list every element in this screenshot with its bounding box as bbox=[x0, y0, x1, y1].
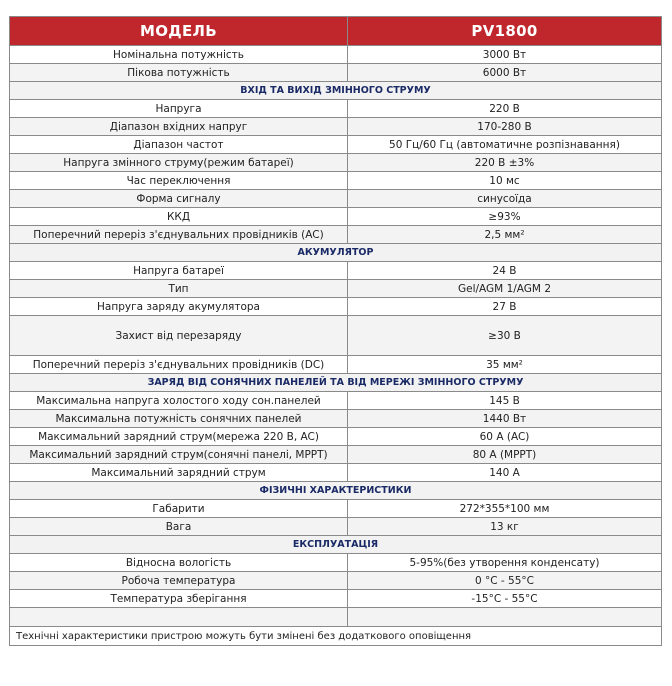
spec-row bbox=[10, 554, 662, 572]
spec-row bbox=[10, 64, 662, 82]
spec-row bbox=[10, 518, 662, 536]
spec-value: Gel/AGM 1/AGM 2 bbox=[348, 280, 662, 298]
spec-value: 27 В bbox=[348, 298, 662, 316]
section-title: АКУМУЛЯТОР bbox=[10, 244, 662, 262]
spec-value: 60 А (AC) bbox=[348, 428, 662, 446]
spec-value: 1440 Вт bbox=[348, 410, 662, 428]
spec-label: Відносна вологість bbox=[10, 554, 348, 572]
spec-value: 5-95%(без утворення конденсату) bbox=[348, 554, 662, 572]
footer-row bbox=[10, 627, 662, 646]
spec-label: Поперечний переріз з'єднувальних провідників (DC) bbox=[10, 356, 348, 374]
spec-label: Температура зберігання bbox=[10, 590, 348, 608]
section-header-row bbox=[10, 482, 662, 500]
section-title: ФІЗИЧНІ ХАРАКТЕРИСТИКИ bbox=[10, 482, 662, 500]
spec-label: Діапазон частот bbox=[10, 136, 348, 154]
spec-label: Пікова потужність bbox=[10, 64, 348, 82]
spec-value: 24 В bbox=[348, 262, 662, 280]
spec-value: 145 В bbox=[348, 392, 662, 410]
spec-label: Напруга bbox=[10, 100, 348, 118]
spec-row bbox=[10, 118, 662, 136]
spec-label: Максимальний зарядний струм(сонячні панелі, MPPT) bbox=[10, 446, 348, 464]
spec-label bbox=[10, 608, 348, 627]
section-header-row bbox=[10, 244, 662, 262]
spec-sheet bbox=[9, 16, 661, 646]
spec-row bbox=[10, 208, 662, 226]
spec-label: Час переключення bbox=[10, 172, 348, 190]
spec-row bbox=[10, 280, 662, 298]
spec-row bbox=[10, 608, 662, 627]
spec-label: Поперечний переріз з'єднувальних провідників (AC) bbox=[10, 226, 348, 244]
spec-row bbox=[10, 410, 662, 428]
spec-row bbox=[10, 316, 662, 356]
spec-label: Тип bbox=[10, 280, 348, 298]
spec-row bbox=[10, 154, 662, 172]
spec-value: 140 А bbox=[348, 464, 662, 482]
spec-value bbox=[348, 608, 662, 627]
spec-value: 170-280 В bbox=[348, 118, 662, 136]
model-label: МОДЕЛЬ bbox=[10, 17, 348, 46]
spec-label: Габарити bbox=[10, 500, 348, 518]
spec-value: 220 В bbox=[348, 100, 662, 118]
spec-row bbox=[10, 428, 662, 446]
section-title: ВХІД ТА ВИХІД ЗМІННОГО СТРУМУ bbox=[10, 82, 662, 100]
spec-label: Напруга батареї bbox=[10, 262, 348, 280]
spec-value: синусоїда bbox=[348, 190, 662, 208]
spec-value: ≥30 В bbox=[348, 316, 662, 356]
spec-value: 272*355*100 мм bbox=[348, 500, 662, 518]
spec-label: Максимальний зарядний струм(мережа 220 В, AC) bbox=[10, 428, 348, 446]
section-header-row bbox=[10, 82, 662, 100]
spec-value: 2,5 мм² bbox=[348, 226, 662, 244]
spec-label: Форма сигналу bbox=[10, 190, 348, 208]
spec-label: Максимальна потужність сонячних панелей bbox=[10, 410, 348, 428]
spec-row bbox=[10, 572, 662, 590]
spec-row bbox=[10, 590, 662, 608]
spec-value: 3000 Вт bbox=[348, 46, 662, 64]
spec-label: Номінальна потужність bbox=[10, 46, 348, 64]
spec-value: -15°C - 55°C bbox=[348, 590, 662, 608]
spec-row bbox=[10, 100, 662, 118]
spec-value: 0 °C - 55°C bbox=[348, 572, 662, 590]
model-value: PV1800 bbox=[348, 17, 662, 46]
spec-label: Напруга змінного струму(режим батареї) bbox=[10, 154, 348, 172]
spec-row bbox=[10, 356, 662, 374]
spec-row bbox=[10, 392, 662, 410]
spec-label: Захист від перезаряду bbox=[10, 316, 348, 356]
spec-value: 6000 Вт bbox=[348, 64, 662, 82]
spec-label: ККД bbox=[10, 208, 348, 226]
spec-label: Робоча температура bbox=[10, 572, 348, 590]
spec-value: 80 А (MPPT) bbox=[348, 446, 662, 464]
spec-value: 35 мм² bbox=[348, 356, 662, 374]
section-header-row bbox=[10, 374, 662, 392]
section-title: ЕКСПЛУАТАЦІЯ bbox=[10, 536, 662, 554]
footer-note: Технічні характеристики пристрою можуть бути змінені без додаткового оповіщення bbox=[10, 627, 662, 646]
spec-label: Вага bbox=[10, 518, 348, 536]
spec-label: Напруга заряду акумулятора bbox=[10, 298, 348, 316]
spec-row bbox=[10, 500, 662, 518]
section-header-row bbox=[10, 536, 662, 554]
spec-row bbox=[10, 136, 662, 154]
section-title: ЗАРЯД ВІД СОНЯЧНИХ ПАНЕЛЕЙ ТА ВІД МЕРЕЖІ ЗМІННОГО СТРУМУ bbox=[10, 374, 662, 392]
spec-row bbox=[10, 172, 662, 190]
spec-row bbox=[10, 226, 662, 244]
spec-row bbox=[10, 46, 662, 64]
spec-label: Діапазон вхідних напруг bbox=[10, 118, 348, 136]
spec-row bbox=[10, 298, 662, 316]
spec-value: ≥93% bbox=[348, 208, 662, 226]
spec-label: Максимальна напруга холостого ходу сон.панелей bbox=[10, 392, 348, 410]
spec-row bbox=[10, 446, 662, 464]
spec-value: 10 мс bbox=[348, 172, 662, 190]
spec-value: 13 кг bbox=[348, 518, 662, 536]
spec-row bbox=[10, 262, 662, 280]
spec-table bbox=[9, 16, 662, 646]
spec-value: 220 В ±3% bbox=[348, 154, 662, 172]
spec-value: 50 Гц/60 Гц (автоматичне розпізнавання) bbox=[348, 136, 662, 154]
spec-row bbox=[10, 464, 662, 482]
model-header-row bbox=[10, 17, 662, 46]
spec-label: Максимальний зарядний струм bbox=[10, 464, 348, 482]
spec-row bbox=[10, 190, 662, 208]
